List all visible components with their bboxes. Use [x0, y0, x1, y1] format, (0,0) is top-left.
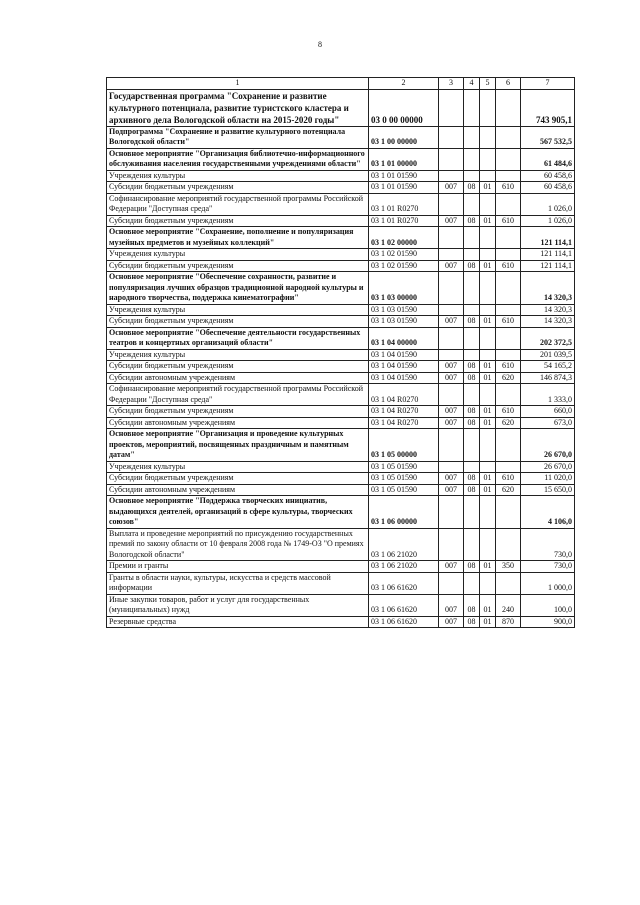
row-expense-type: 870 — [496, 616, 521, 628]
row-section — [464, 327, 480, 349]
row-code: 03 1 02 00000 — [369, 227, 439, 249]
row-subsection — [480, 304, 496, 316]
row-name: Субсидии бюджетным учреждениям — [107, 260, 369, 272]
row-code: 03 1 00 00000 — [369, 126, 439, 148]
row-code: 03 1 01 01590 — [369, 182, 439, 194]
row-amount: 202 372,5 — [521, 327, 575, 349]
table-row — [107, 461, 575, 473]
row-expense-type — [496, 249, 521, 261]
row-ministry: 007 — [439, 616, 464, 628]
row-ministry — [439, 126, 464, 148]
row-subsection: 01 — [480, 361, 496, 373]
table-row — [107, 473, 575, 485]
row-code: 03 1 06 21020 — [369, 528, 439, 561]
row-ministry: 007 — [439, 594, 464, 616]
row-name: Основное мероприятие "Сохранение, пополнение и популяризация музейных предметов и музейных коллекций" — [107, 227, 369, 249]
row-amount: 1 333,0 — [521, 384, 575, 406]
header-cell-3: 3 — [439, 78, 464, 90]
row-amount: 743 905,1 — [521, 89, 575, 126]
row-name: Резервные средства — [107, 616, 369, 628]
row-name: Субсидии бюджетным учреждениям — [107, 473, 369, 485]
row-amount: 1 000,0 — [521, 572, 575, 594]
row-section — [464, 249, 480, 261]
row-code: 03 1 05 01590 — [369, 461, 439, 473]
row-section — [464, 528, 480, 561]
row-expense-type: 610 — [496, 473, 521, 485]
row-amount: 1 026,0 — [521, 215, 575, 227]
row-name: Субсидии бюджетным учреждениям — [107, 406, 369, 418]
row-subsection: 01 — [480, 260, 496, 272]
row-expense-type: 610 — [496, 215, 521, 227]
row-expense-type — [496, 327, 521, 349]
row-name: Учреждения культуры — [107, 170, 369, 182]
row-subsection: 01 — [480, 215, 496, 227]
row-subsection: 01 — [480, 406, 496, 418]
row-ministry — [439, 572, 464, 594]
row-name: Премии и гранты — [107, 561, 369, 573]
row-subsection: 01 — [480, 561, 496, 573]
table-row — [107, 372, 575, 384]
table-row — [107, 272, 575, 305]
row-name: Учреждения культуры — [107, 249, 369, 261]
row-name: Основное мероприятие "Поддержка творческих инициатив, выдающихся деятелей, организаций в сфере культуры, творческих союзов" — [107, 496, 369, 529]
table-row — [107, 227, 575, 249]
row-name: Субсидии автономным учреждениям — [107, 417, 369, 429]
table-row — [107, 327, 575, 349]
row-ministry — [439, 193, 464, 215]
row-amount: 26 670,0 — [521, 429, 575, 462]
row-ministry — [439, 384, 464, 406]
row-name: Субсидии бюджетным учреждениям — [107, 215, 369, 227]
row-code: 03 1 01 00000 — [369, 148, 439, 170]
table-row — [107, 260, 575, 272]
row-amount: 14 320,3 — [521, 304, 575, 316]
row-code: 03 1 03 01590 — [369, 316, 439, 328]
row-expense-type: 620 — [496, 372, 521, 384]
row-section: 08 — [464, 594, 480, 616]
row-subsection: 01 — [480, 594, 496, 616]
row-code: 03 1 06 61620 — [369, 616, 439, 628]
row-expense-type: 610 — [496, 182, 521, 194]
row-expense-type: 610 — [496, 260, 521, 272]
row-ministry — [439, 304, 464, 316]
row-expense-type — [496, 304, 521, 316]
table-row — [107, 304, 575, 316]
row-section: 08 — [464, 616, 480, 628]
table-row — [107, 126, 575, 148]
row-ministry — [439, 496, 464, 529]
row-amount: 15 650,0 — [521, 484, 575, 496]
row-expense-type: 610 — [496, 406, 521, 418]
row-expense-type: 620 — [496, 417, 521, 429]
row-code: 03 1 04 R0270 — [369, 406, 439, 418]
row-expense-type — [496, 170, 521, 182]
row-subsection — [480, 227, 496, 249]
row-amount: 567 532,5 — [521, 126, 575, 148]
row-code: 03 1 05 00000 — [369, 429, 439, 462]
row-subsection — [480, 528, 496, 561]
row-section — [464, 193, 480, 215]
row-amount: 1 026,0 — [521, 193, 575, 215]
row-subsection — [480, 461, 496, 473]
row-code: 03 1 06 61620 — [369, 572, 439, 594]
row-subsection — [480, 349, 496, 361]
row-subsection: 01 — [480, 372, 496, 384]
row-ministry — [439, 528, 464, 561]
row-code: 03 1 05 01590 — [369, 484, 439, 496]
table-row — [107, 496, 575, 529]
table-row — [107, 417, 575, 429]
row-amount: 660,0 — [521, 406, 575, 418]
header-cell-6: 6 — [496, 78, 521, 90]
row-ministry: 007 — [439, 361, 464, 373]
row-section — [464, 429, 480, 462]
header-cell-1: 1 — [107, 78, 369, 90]
row-amount: 201 039,5 — [521, 349, 575, 361]
row-section: 08 — [464, 361, 480, 373]
table-row — [107, 429, 575, 462]
table-row — [107, 193, 575, 215]
row-name: Софинансирование мероприятий государственной программы Российской Федерации "Доступная среда" — [107, 384, 369, 406]
row-amount: 4 106,0 — [521, 496, 575, 529]
row-name: Субсидии бюджетным учреждениям — [107, 361, 369, 373]
row-name: Основное мероприятие "Обеспечение сохранности, развитие и популяризация лучших образцов традиционной народной культуры и народного творчества, поддержка кинематографии" — [107, 272, 369, 305]
row-code: 03 1 01 R0270 — [369, 193, 439, 215]
row-code: 03 1 02 01590 — [369, 249, 439, 261]
row-amount: 26 670,0 — [521, 461, 575, 473]
row-amount: 11 020,0 — [521, 473, 575, 485]
row-subsection: 01 — [480, 484, 496, 496]
row-name: Субсидии автономным учреждениям — [107, 372, 369, 384]
row-code: 03 1 03 01590 — [369, 304, 439, 316]
row-code: 03 1 04 01590 — [369, 372, 439, 384]
row-subsection — [480, 170, 496, 182]
row-ministry: 007 — [439, 182, 464, 194]
row-subsection — [480, 572, 496, 594]
row-section — [464, 384, 480, 406]
row-code: 03 1 05 01590 — [369, 473, 439, 485]
row-code: 03 1 01 01590 — [369, 170, 439, 182]
row-subsection: 01 — [480, 316, 496, 328]
row-subsection: 01 — [480, 473, 496, 485]
row-expense-type — [496, 148, 521, 170]
row-expense-type: 610 — [496, 316, 521, 328]
row-ministry — [439, 429, 464, 462]
row-amount: 60 458,6 — [521, 170, 575, 182]
table-row — [107, 406, 575, 418]
row-section: 08 — [464, 484, 480, 496]
row-code: 03 1 03 00000 — [369, 272, 439, 305]
table-row — [107, 349, 575, 361]
row-subsection — [480, 249, 496, 261]
row-section — [464, 148, 480, 170]
header-cell-7: 7 — [521, 78, 575, 90]
header-row — [107, 78, 575, 90]
row-code: 03 1 04 R0270 — [369, 417, 439, 429]
row-amount: 14 320,3 — [521, 272, 575, 305]
row-name: Софинансирование мероприятий государственной программы Российской Федерации "Доступная среда" — [107, 193, 369, 215]
row-section: 08 — [464, 473, 480, 485]
row-section: 08 — [464, 316, 480, 328]
table-row — [107, 316, 575, 328]
table-row — [107, 572, 575, 594]
row-section — [464, 227, 480, 249]
row-subsection — [480, 89, 496, 126]
row-subsection — [480, 496, 496, 529]
row-section: 08 — [464, 406, 480, 418]
row-ministry — [439, 148, 464, 170]
row-code: 03 1 06 61620 — [369, 594, 439, 616]
table-row — [107, 182, 575, 194]
row-ministry — [439, 327, 464, 349]
row-section — [464, 349, 480, 361]
row-code: 03 1 06 21020 — [369, 561, 439, 573]
row-section: 08 — [464, 215, 480, 227]
row-subsection — [480, 384, 496, 406]
row-section: 08 — [464, 417, 480, 429]
row-code: 03 1 04 R0270 — [369, 384, 439, 406]
row-section — [464, 272, 480, 305]
header-cell-2: 2 — [369, 78, 439, 90]
row-section: 08 — [464, 372, 480, 384]
row-expense-type — [496, 384, 521, 406]
row-ministry: 007 — [439, 372, 464, 384]
row-code: 03 1 04 01590 — [369, 361, 439, 373]
row-ministry: 007 — [439, 561, 464, 573]
row-expense-type — [496, 429, 521, 462]
row-expense-type — [496, 193, 521, 215]
row-expense-type — [496, 227, 521, 249]
row-amount: 121 114,1 — [521, 260, 575, 272]
row-expense-type — [496, 496, 521, 529]
table-row — [107, 384, 575, 406]
table-row — [107, 170, 575, 182]
header-cell-4: 4 — [464, 78, 480, 90]
table-row — [107, 361, 575, 373]
row-ministry — [439, 249, 464, 261]
row-ministry — [439, 227, 464, 249]
row-name: Гранты в области науки, культуры, искусства и средств массовой информации — [107, 572, 369, 594]
row-code: 03 1 04 01590 — [369, 349, 439, 361]
row-amount: 60 458,6 — [521, 182, 575, 194]
row-name: Иные закупки товаров, работ и услуг для государственных (муниципальных) нужд — [107, 594, 369, 616]
row-ministry: 007 — [439, 473, 464, 485]
row-expense-type — [496, 461, 521, 473]
table-row — [107, 616, 575, 628]
row-expense-type: 610 — [496, 361, 521, 373]
row-subsection: 01 — [480, 616, 496, 628]
row-name: Учреждения культуры — [107, 461, 369, 473]
row-section — [464, 572, 480, 594]
row-ministry: 007 — [439, 484, 464, 496]
table-row — [107, 249, 575, 261]
row-expense-type — [496, 126, 521, 148]
row-amount: 730,0 — [521, 528, 575, 561]
row-code: 03 0 00 00000 — [369, 89, 439, 126]
row-subsection — [480, 126, 496, 148]
row-name: Учреждения культуры — [107, 304, 369, 316]
row-code: 03 1 06 00000 — [369, 496, 439, 529]
table-row — [107, 215, 575, 227]
row-amount: 121 114,1 — [521, 249, 575, 261]
row-section — [464, 126, 480, 148]
row-subsection: 01 — [480, 182, 496, 194]
row-amount: 900,0 — [521, 616, 575, 628]
row-section — [464, 461, 480, 473]
row-subsection — [480, 429, 496, 462]
row-amount: 146 874,3 — [521, 372, 575, 384]
row-expense-type — [496, 349, 521, 361]
row-code: 03 1 04 00000 — [369, 327, 439, 349]
row-expense-type: 620 — [496, 484, 521, 496]
row-section: 08 — [464, 561, 480, 573]
row-amount: 100,0 — [521, 594, 575, 616]
row-section — [464, 89, 480, 126]
row-amount: 730,0 — [521, 561, 575, 573]
row-section: 08 — [464, 260, 480, 272]
row-ministry — [439, 461, 464, 473]
row-amount: 673,0 — [521, 417, 575, 429]
budget-table — [106, 77, 575, 628]
row-amount: 61 484,6 — [521, 148, 575, 170]
page-number: 8 — [318, 40, 322, 49]
row-amount: 54 165,2 — [521, 361, 575, 373]
row-ministry: 007 — [439, 215, 464, 227]
row-name: Основное мероприятие "Организация и проведение культурных проектов, мероприятий, посвященных праздничным и памятным датам" — [107, 429, 369, 462]
row-section — [464, 170, 480, 182]
row-name: Выплата и проведение мероприятий по присуждению государственных премий по закону области от 10 февраля 2008 года № 1749-ОЗ "О премиях Вологодской области" — [107, 528, 369, 561]
row-expense-type: 350 — [496, 561, 521, 573]
table-row — [107, 561, 575, 573]
row-subsection — [480, 272, 496, 305]
row-subsection — [480, 193, 496, 215]
header-cell-5: 5 — [480, 78, 496, 90]
row-ministry — [439, 170, 464, 182]
row-ministry: 007 — [439, 260, 464, 272]
row-name: Субсидии бюджетным учреждениям — [107, 182, 369, 194]
table-row — [107, 484, 575, 496]
row-subsection — [480, 148, 496, 170]
table-row — [107, 594, 575, 616]
row-name: Основное мероприятие "Организация библиотечно-информационного обслуживания населения государственными учреждениями области" — [107, 148, 369, 170]
row-amount: 121 114,1 — [521, 227, 575, 249]
row-code: 03 1 02 01590 — [369, 260, 439, 272]
row-section — [464, 496, 480, 529]
row-ministry — [439, 89, 464, 126]
row-expense-type — [496, 572, 521, 594]
row-expense-type: 240 — [496, 594, 521, 616]
row-subsection — [480, 327, 496, 349]
row-code: 03 1 01 R0270 — [369, 215, 439, 227]
row-ministry: 007 — [439, 316, 464, 328]
table-row — [107, 89, 575, 126]
row-expense-type — [496, 89, 521, 126]
row-section: 08 — [464, 182, 480, 194]
row-ministry: 007 — [439, 417, 464, 429]
row-expense-type — [496, 528, 521, 561]
table-row — [107, 148, 575, 170]
row-ministry — [439, 272, 464, 305]
row-name: Государственная программа "Сохранение и развитие культурного потенциала, развитие туристского кластера и архивного дела Вологодской области на 2015-2020 годы" — [107, 89, 369, 126]
row-expense-type — [496, 272, 521, 305]
row-amount: 14 320,3 — [521, 316, 575, 328]
row-name: Учреждения культуры — [107, 349, 369, 361]
row-name: Субсидии бюджетным учреждениям — [107, 316, 369, 328]
row-name: Основное мероприятие "Обеспечение деятельности государственных театров и концертных организаций области" — [107, 327, 369, 349]
table-row — [107, 528, 575, 561]
row-ministry — [439, 349, 464, 361]
row-name: Подпрограмма "Сохранение и развитие культурного потенциала Вологодской области" — [107, 126, 369, 148]
row-subsection: 01 — [480, 417, 496, 429]
row-ministry: 007 — [439, 406, 464, 418]
row-name: Субсидии автономным учреждениям — [107, 484, 369, 496]
row-section — [464, 304, 480, 316]
